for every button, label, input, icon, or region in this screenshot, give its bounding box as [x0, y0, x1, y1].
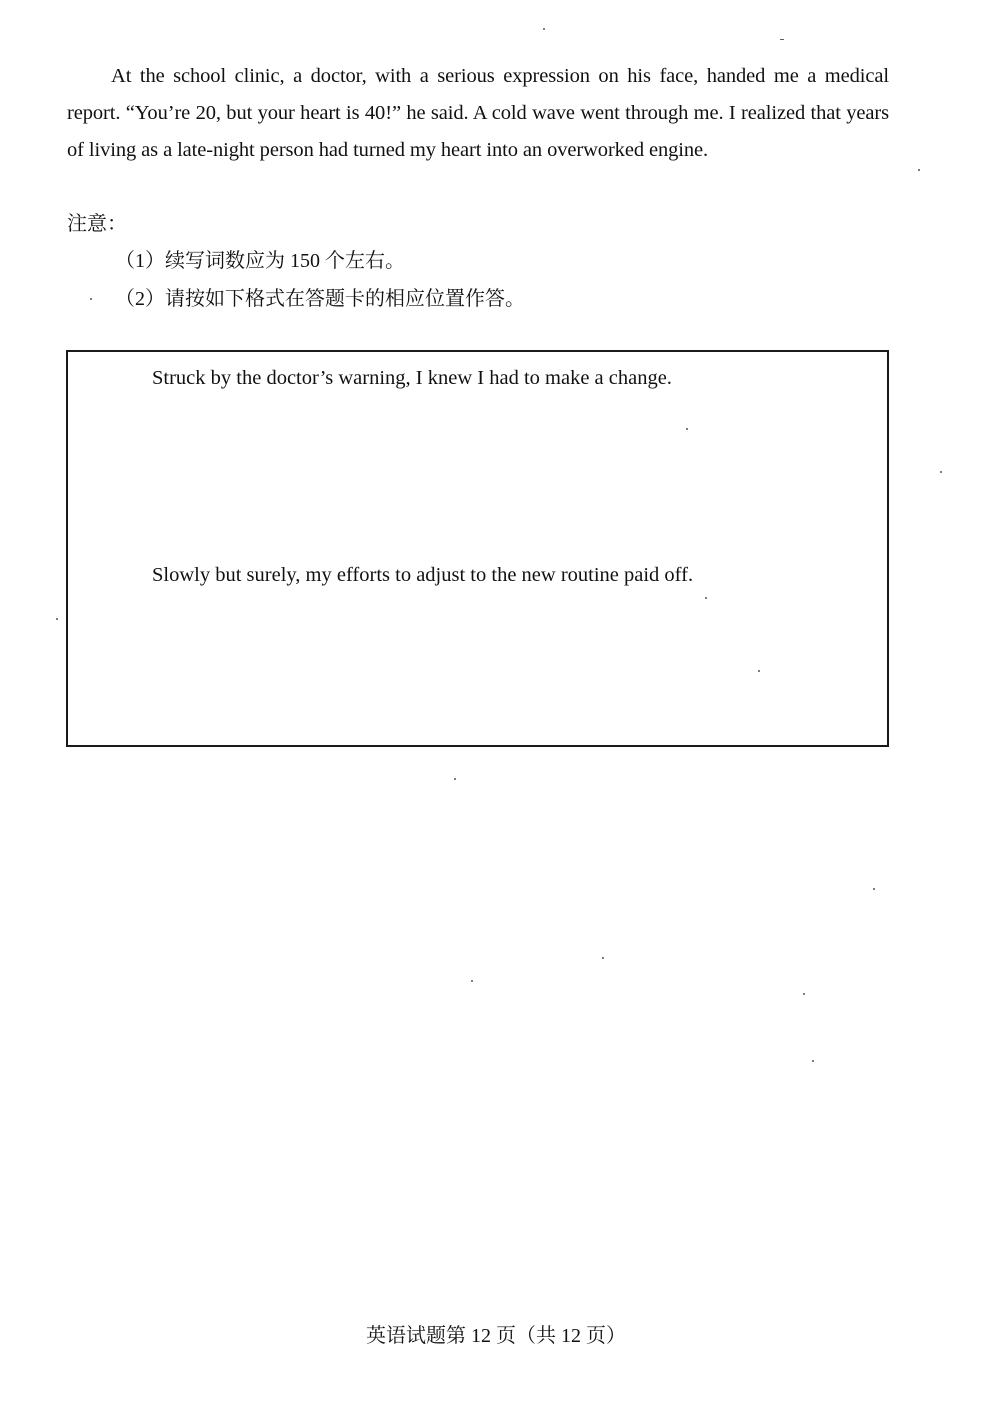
- note-item-word-count: （1）续写词数应为 150 个左右。: [115, 250, 405, 272]
- page-footer: 英语试题第 12 页（共 12 页）: [366, 1325, 626, 1347]
- scan-speck: [873, 888, 875, 890]
- paragraph-2-opening: Slowly but surely, my efforts to adjust to the new routine paid off.: [152, 564, 694, 586]
- scan-speck: [940, 471, 942, 473]
- scan-speck: [918, 169, 920, 171]
- note-item-answer-format: （2）请按如下格式在答题卡的相应位置作答。: [115, 288, 525, 310]
- scan-speck: [686, 428, 688, 430]
- notes-heading: 注意：: [67, 213, 127, 235]
- scan-speck: [454, 778, 456, 780]
- scan-speck: [705, 597, 707, 599]
- answer-box: [66, 350, 889, 747]
- scan-speck: [758, 670, 760, 672]
- scan-speck: [90, 298, 92, 300]
- scan-speck: [56, 618, 58, 620]
- scan-speck: [471, 980, 473, 982]
- paragraph-1-opening: Struck by the doctor’s warning, I knew I had to make a change.: [152, 367, 672, 389]
- story-passage: At the school clinic, a doctor, with a serious expression on his face, handed me a medical report. “You’re 20, but your heart is 40!” he said. A cold wave went through me. I realized that years of living as a late-night person had turned my heart into an overworked engine.: [67, 65, 889, 161]
- scan-speck: [780, 39, 784, 40]
- scan-speck: [803, 993, 805, 995]
- notes-section: [67, 206, 889, 318]
- scan-speck: [602, 957, 604, 959]
- scan-speck: [812, 1060, 814, 1062]
- scan-speck: [543, 28, 545, 30]
